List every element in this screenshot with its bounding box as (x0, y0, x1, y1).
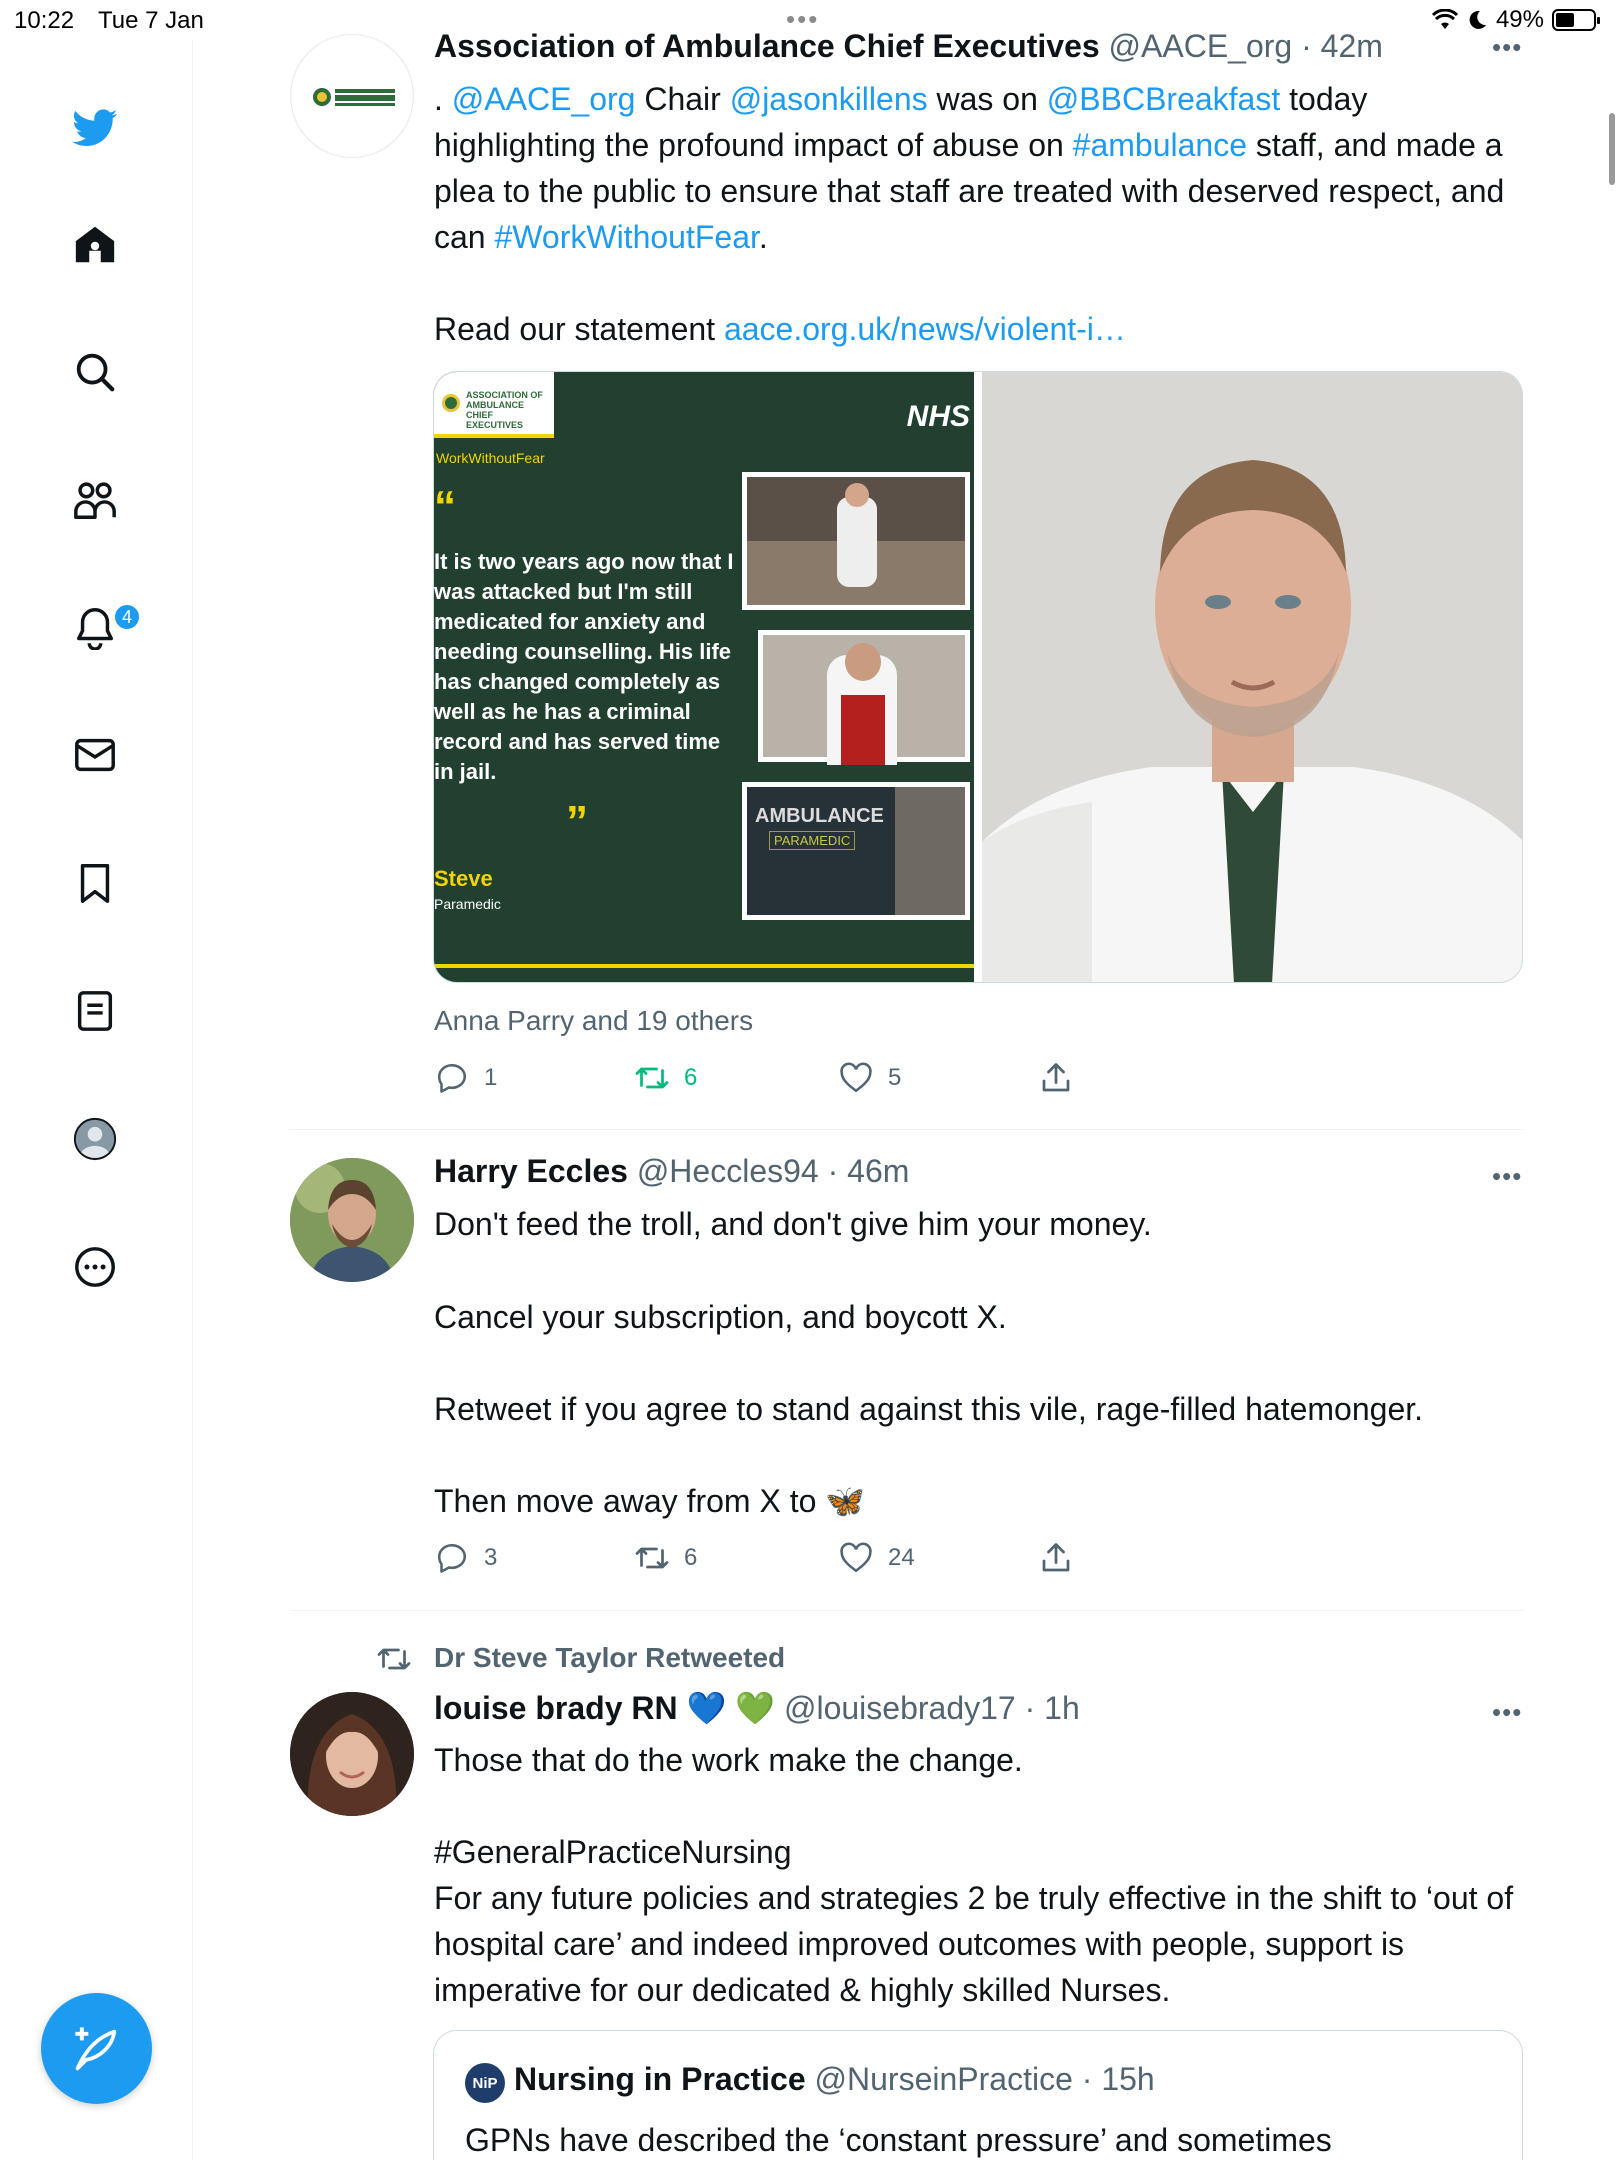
sidebar (0, 40, 193, 2160)
aace-logo (291, 35, 414, 158)
more-circle-icon (72, 1244, 118, 1290)
quote-close: ” (566, 797, 588, 846)
url-link[interactable]: aace.org.uk/news/violent-i… (723, 311, 1126, 347)
envelope-icon (72, 732, 118, 778)
nav-lists[interactable] (55, 971, 135, 1051)
home-icon (72, 222, 118, 268)
retweet-icon (634, 1060, 670, 1096)
media-role: Paramedic (434, 896, 501, 912)
retweet-button[interactable] (634, 1540, 697, 1576)
more-options-icon[interactable]: ••• (1492, 1161, 1523, 1191)
media-photo-chef (758, 630, 970, 762)
more-options-icon[interactable]: ••• (1492, 32, 1523, 62)
tweet-actions (434, 1060, 1074, 1100)
quoted-author-handle: @NurseinPractice (814, 2061, 1073, 2097)
media-person: Steve (434, 866, 493, 891)
tweet-text-statement (434, 306, 1534, 352)
media-image-portrait[interactable] (982, 372, 1523, 983)
status-date: Tue 7 Jan (98, 7, 204, 34)
van-subtext: PARAMEDIC (769, 831, 855, 850)
retweeted-by[interactable]: Dr Steve Taylor Retweeted (434, 1642, 786, 1673)
media-photo-ambulance (742, 782, 970, 920)
tweet-time[interactable]: 46m (847, 1153, 910, 1189)
tweet-text-line: For any future policies and strategies 2 be truly effective in the shift to ‘out of hospital care’ and indeed improved outcomes with people, support is imperative for our dedicated & highly skilled Nurses. (434, 1880, 1514, 2008)
text-part: Read our statement (434, 311, 724, 347)
tweet-text-line: Retweet if you agree to stand against this vile, rage-filled hatemonger. (434, 1391, 1424, 1427)
share-icon (1038, 1540, 1074, 1576)
mention-link[interactable]: @BBCBreakfast (1046, 81, 1281, 117)
tweet-text (434, 76, 1534, 260)
compose-button[interactable] (41, 1993, 152, 2104)
quoted-tweet[interactable] (433, 2030, 1523, 2160)
tweet-header (434, 1689, 1080, 1727)
nav-search[interactable] (55, 332, 135, 412)
nav-bookmarks[interactable] (55, 843, 135, 923)
tweet-divider (290, 1610, 1523, 1611)
mention-link[interactable]: @jasonkillens (729, 81, 928, 117)
like-button[interactable] (838, 1540, 915, 1576)
hashtag-link[interactable]: #WorkWithoutFear (494, 219, 759, 255)
moon-icon (1466, 9, 1488, 31)
author-handle[interactable]: @Heccles94 (636, 1153, 819, 1189)
separator: · (1301, 28, 1312, 64)
more-options-icon[interactable]: ••• (1492, 1697, 1523, 1727)
text-part: . (758, 219, 768, 255)
nav-notifications[interactable] (55, 587, 135, 667)
like-count: 24 (888, 1544, 915, 1571)
tweet-time[interactable]: 1h (1044, 1690, 1080, 1726)
share-button[interactable] (1038, 1060, 1074, 1096)
text-part: . (434, 81, 452, 117)
hashtag-link[interactable]: #GeneralPracticeNursing (434, 1834, 792, 1870)
avatar[interactable] (290, 34, 414, 158)
compose-feather-icon (71, 2023, 123, 2075)
nav-messages[interactable] (55, 715, 135, 795)
media-logo (434, 372, 554, 434)
quoted-avatar: NiP (465, 2063, 505, 2103)
media-image-quote[interactable] (434, 372, 974, 983)
like-button[interactable] (838, 1060, 901, 1096)
quoted-header (514, 2061, 1155, 2098)
van-text: AMBULANCE (755, 805, 884, 827)
reply-button[interactable] (434, 1540, 497, 1576)
reply-icon (434, 1540, 470, 1576)
like-count: 5 (888, 1064, 902, 1091)
retweet-button[interactable] (634, 1060, 697, 1096)
author-name[interactable]: Harry Eccles (434, 1153, 628, 1189)
mention-link[interactable]: @AACE_org (451, 81, 636, 117)
text-part: staff, and made a plea to the public to ensure that staff are treated with deserved respect, and can (434, 127, 1505, 255)
battery-percent: 49% (1495, 6, 1544, 33)
text-part: was on (927, 81, 1047, 117)
avatar[interactable] (290, 1692, 414, 1816)
nav-more[interactable] (55, 1227, 135, 1307)
wifi-icon (1432, 9, 1458, 31)
quoted-text: GPNs have described the ‘constant pressure’ and sometimes (465, 2122, 1332, 2158)
avatar-photo (290, 1158, 414, 1282)
twitter-bird-icon (72, 105, 118, 151)
list-icon (72, 988, 118, 1034)
bell-icon (72, 604, 118, 650)
author-handle[interactable]: @AACE_org (1108, 28, 1293, 64)
quote-open: “ (434, 482, 456, 531)
reply-button[interactable] (434, 1060, 497, 1096)
liked-by[interactable]: Anna Parry and 19 others (434, 1005, 754, 1036)
status-right (1432, 6, 1596, 34)
communities-icon (72, 477, 118, 523)
tweet-actions (434, 1540, 1074, 1580)
retweet-count: 6 (684, 1064, 698, 1091)
retweet-count: 6 (684, 1544, 698, 1571)
tweet-time[interactable]: 42m (1320, 28, 1383, 64)
quoted-author-name: Nursing in Practice (514, 2061, 806, 2097)
quoted-time: 15h (1101, 2061, 1155, 2097)
tweet-header (434, 1153, 909, 1190)
nav-communities[interactable] (55, 460, 135, 540)
text-part: today highlighting the profound impact of abuse on (434, 81, 1368, 163)
reply-icon (434, 1060, 470, 1096)
nav-home[interactable] (55, 205, 135, 285)
heart-icon (838, 1060, 874, 1096)
author-handle[interactable]: @louisebrady17 (783, 1690, 1016, 1726)
heart-icon (838, 1540, 874, 1576)
separator: · (827, 1153, 839, 1189)
portrait-illustration (982, 372, 1523, 983)
bookmark-icon (72, 860, 118, 906)
notification-badge: 4 (113, 603, 141, 631)
status-time: 10:22 (14, 7, 75, 34)
nhs-logo: NHS (903, 400, 974, 434)
search-icon (72, 349, 118, 395)
profile-icon (72, 1116, 118, 1162)
tweet-header (434, 28, 1383, 65)
separator: · (1024, 1690, 1036, 1726)
retweeted-icon (376, 1641, 416, 1677)
reply-count: 1 (484, 1064, 498, 1091)
tweet-divider (290, 1129, 1523, 1130)
share-icon (1038, 1060, 1074, 1096)
nav-profile[interactable] (55, 1099, 135, 1179)
media-quote-text: It is two years ago now that I was attacked but I'm still medicated for anxiety and needing counselling. His life has changed completely as well as he has a criminal record and has served time in jail. (434, 549, 734, 784)
reply-count: 3 (484, 1544, 498, 1571)
avatar-photo (290, 1692, 414, 1816)
battery-icon (1552, 9, 1596, 31)
media-photo-kitchen (742, 472, 970, 610)
media-hashtag: WorkWithoutFear (436, 450, 545, 466)
share-button[interactable] (1038, 1540, 1074, 1576)
retweet-icon (634, 1540, 670, 1576)
twitter-logo[interactable] (55, 88, 135, 168)
tweet-media[interactable] (433, 371, 1523, 983)
tweet-text-line: Those that do the work make the change. (434, 1742, 1023, 1778)
multitasking-dots-icon[interactable]: ••• (786, 4, 820, 34)
scrollbar[interactable] (1609, 113, 1615, 185)
media-logo-text: ASSOCIATION OF AMBULANCE CHIEF EXECUTIVES (466, 390, 543, 430)
hashtag-link[interactable]: #ambulance (1072, 127, 1248, 163)
author-name[interactable]: louise brady RN 💙 💚 (434, 1690, 776, 1726)
tweet-text-line: Don't feed the troll, and don't give him your money. (434, 1206, 1152, 1242)
avatar[interactable] (290, 1158, 414, 1282)
separator: · (1081, 2061, 1093, 2097)
tweet-text-line: Then move away from X to 🦋 (434, 1483, 866, 1519)
text-part: Chair (635, 81, 730, 117)
author-name[interactable]: Association of Ambulance Chief Executives (434, 28, 1100, 64)
tweet-text-line: Cancel your subscription, and boycott X. (434, 1299, 1007, 1335)
